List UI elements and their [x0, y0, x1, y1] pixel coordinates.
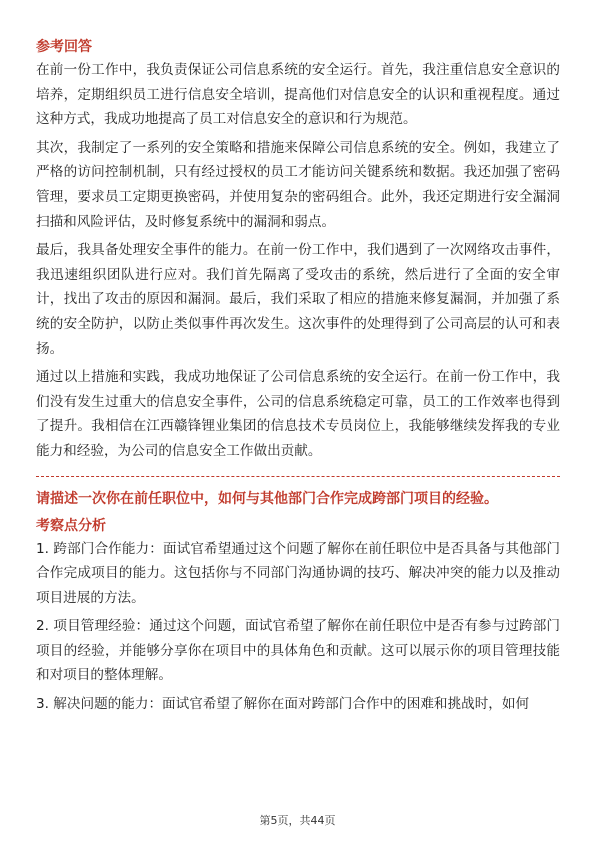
analysis-heading: 考察点分析 [36, 517, 106, 534]
analysis-item-1: 1. 跨部门合作能力：面试官希望通过这个问题了解你在前任职位中是否具备与其他部门合作完成项目的能力。这包括你与不同部门沟通协调的技巧、解决冲突的能力以及推动项目进展的方法。 [36, 540, 560, 606]
analysis-item-3: 3. 解决问题的能力：面试官希望了解你在面对跨部门合作中的困难和挑战时，如何 [36, 696, 530, 713]
page-content [36, 36, 560, 721]
question-text: 请描述一次你在前任职位中，如何与其他部门合作完成跨部门项目的经验。 [36, 490, 498, 507]
analysis-item-2: 2. 项目管理经验：通过这个问题，面试官希望了解你在前任职位中是否有参与过跨部门项目的经验，并能够分享你在项目中的具体角色和贡献。这可以展示你的项目管理技能和对项目的整体理解。 [36, 618, 560, 684]
section-divider [36, 476, 560, 477]
answer-paragraph-4: 通过以上措施和实践，我成功地保证了公司信息系统的安全运行。在前一份工作中，我们没有发生过重大的信息安全事件，公司的信息系统稳定可靠，员工的工作效率也得到了提升。我相信在江西赣锋锂业集团的信息技术专员岗位上，我能够继续发挥我的专业能力和经验，为公司的信息安全工作做出贡献。 [36, 369, 560, 459]
page-footer: 第5页，共44页 [259, 814, 336, 827]
answer-heading: 参考回答 [36, 39, 92, 55]
answer-paragraph-2: 其次，我制定了一系列的安全策略和措施来保障公司信息系统的安全。例如，我建立了严格的访问控制机制，只有经过授权的员工才能访问关键系统和数据。我还加强了密码管理，要求员工定期更换密码，并使用复杂的密码组合。此外，我还定期进行安全漏洞扫描和风险评估，及时修复系统中的漏洞和弱点。 [36, 139, 560, 230]
answer-paragraph-3: 最后，我具备处理安全事件的能力。在前一份工作中，我们遇到了一次网络攻击事件，我迅速组织团队进行应对。我们首先隔离了受攻击的系统，然后进行了全面的安全审计，找出了攻击的原因和漏洞。最后，我们采取了相应的措施来修复漏洞，并加强了系统的安全防护，以防止类似事件再次发生。这次事件的处理得到了公司高层的认可和表扬。 [36, 242, 560, 357]
answer-paragraph-1: 在前一份工作中，我负责保证公司信息系统的安全运行。首先，我注重信息安全意识的培养，定期组织员工进行信息安全培训，提高他们对信息安全的认识和重视程度。通过这种方式，我成功地提高了员工对信息安全的意识和行为规范。 [36, 62, 560, 128]
